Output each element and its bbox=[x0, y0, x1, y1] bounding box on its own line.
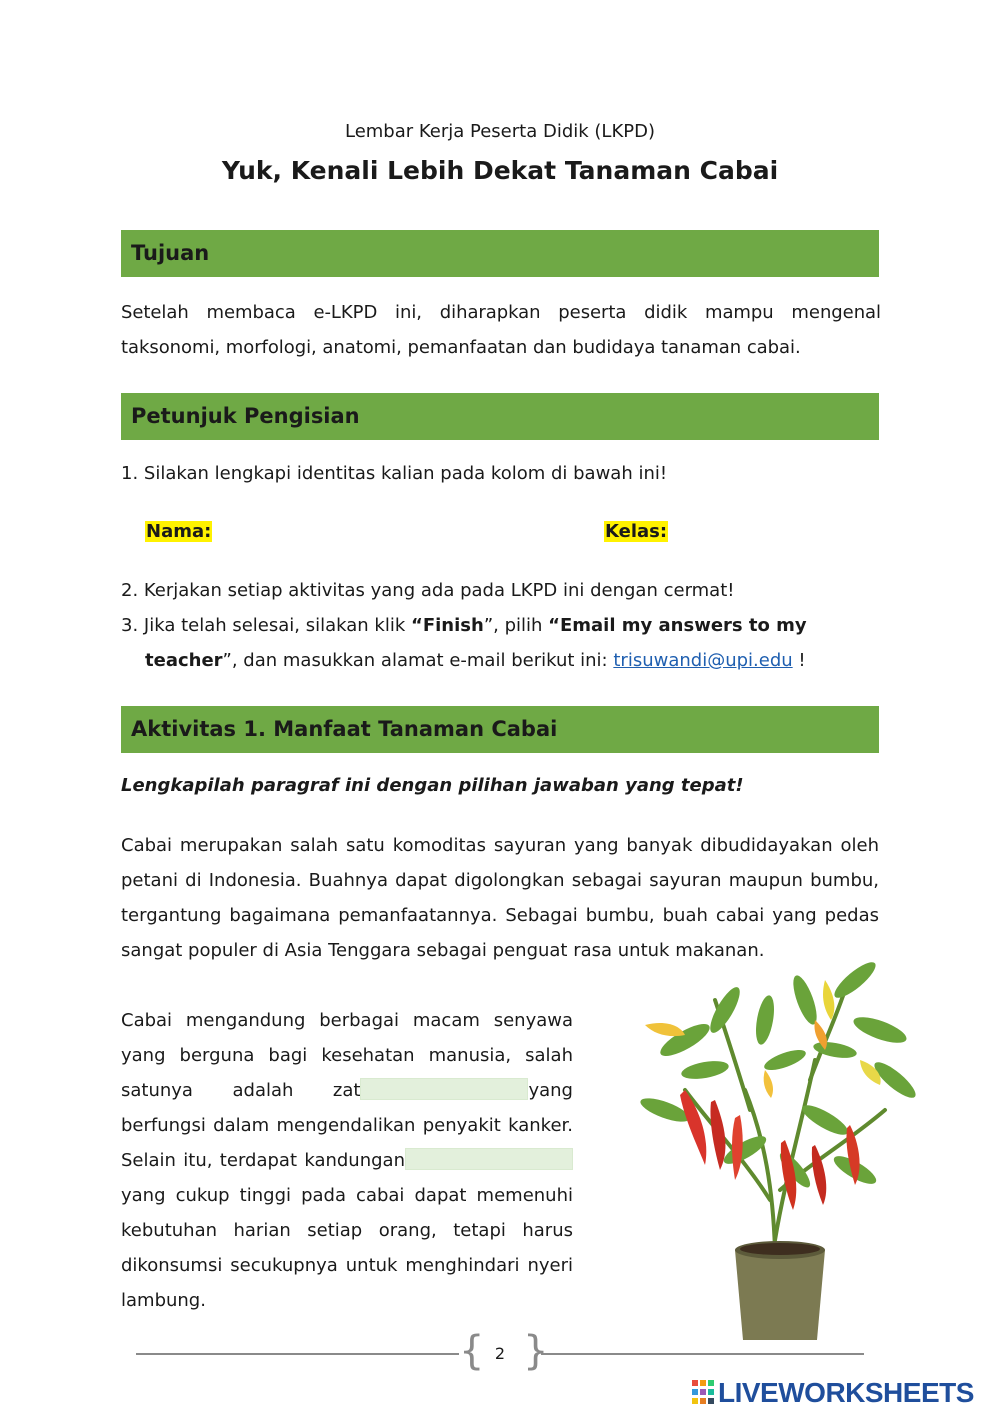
chili-plant-image bbox=[625, 940, 925, 1350]
section-heading: Tujuan bbox=[131, 241, 210, 265]
answer-blank-2[interactable] bbox=[405, 1148, 573, 1170]
section-header-petunjuk bbox=[121, 393, 879, 440]
footer-divider-left bbox=[136, 1353, 459, 1355]
liveworksheets-logo bbox=[692, 1377, 992, 1407]
activity-instruction: Lengkapilah paragraf ini dengan pilihan jawaban yang tepat! bbox=[121, 775, 744, 796]
instruction-item-1: 1. Silakan lengkapi identitas kalian pada kolom di bawah ini! bbox=[121, 463, 668, 484]
footer-bracket-right: } bbox=[523, 1328, 549, 1374]
section-header-aktivitas-1 bbox=[121, 706, 879, 753]
name-field[interactable] bbox=[145, 521, 212, 542]
instruction-item-2: 2. Kerjakan setiap aktivitas yang ada pada LKPD ini dengan cermat! bbox=[121, 580, 735, 601]
activity-paragraph-1: Cabai merupakan salah satu komoditas sayuran yang banyak dibudidayakan oleh petani di Indonesia. Buahnya dapat digolongkan sebagai sayuran maupun bumbu, tergantung bagaimana pemanfaatannya. Sebagai bumbu, buah cabai yang pedas sangat populer di Asia Tenggara sebagai penguat rasa untuk makanan. bbox=[121, 835, 879, 961]
class-field[interactable] bbox=[604, 521, 668, 542]
worksheet-subtitle: Lembar Kerja Peserta Didik (LKPD) bbox=[344, 121, 655, 142]
section-heading: Petunjuk Pengisian bbox=[131, 404, 360, 428]
tujuan-text: Setelah membaca e-LKPD ini, diharapkan peserta didik mampu mengenal taksonomi, morfologi, anatomi, pemanfaatan dan budidaya tanaman cabai. bbox=[121, 302, 881, 358]
activity-paragraph-2: Cabai mengandung berbagai macam senyawa yang berguna bagi kesehatan manusia, salah satunya adalah zat yang berfungsi dalam mengendalikan penyakit kanker. Selain itu, terdapat kandunganyang cukup tinggi pada cabai dapat memenuhi kebutuhan harian setiap orang, tetapi harus dikonsumsi secukupnya untuk menghindari nyeri lambung. bbox=[121, 1010, 573, 1311]
footer-divider-right bbox=[541, 1353, 864, 1355]
instruction-item-3: 3. Jika telah selesai, silakan klik “Finish”, pilih “Email my answers to my teacher”, dan masukkan alamat e-mail berikut ini: trisuwandi@upi.edu ! bbox=[121, 615, 807, 671]
worksheet-title: Yuk, Kenali Lebih Dekat Tanaman Cabai bbox=[221, 156, 779, 185]
section-header-tujuan bbox=[121, 230, 879, 277]
name-label: Nama: bbox=[146, 521, 212, 542]
class-label: Kelas: bbox=[605, 521, 668, 542]
section-heading: Aktivitas 1. Manfaat Tanaman Cabai bbox=[131, 717, 558, 741]
liveworksheets-brand-text: LIVEWORKSHEETS bbox=[718, 1377, 974, 1408]
answer-blank-1[interactable] bbox=[360, 1078, 528, 1100]
footer-bracket-left: { bbox=[459, 1328, 485, 1374]
page-number: 2 bbox=[494, 1344, 506, 1363]
liveworksheets-logo-icon bbox=[692, 1380, 714, 1404]
email-link[interactable]: trisuwandi@upi.edu bbox=[613, 650, 793, 671]
